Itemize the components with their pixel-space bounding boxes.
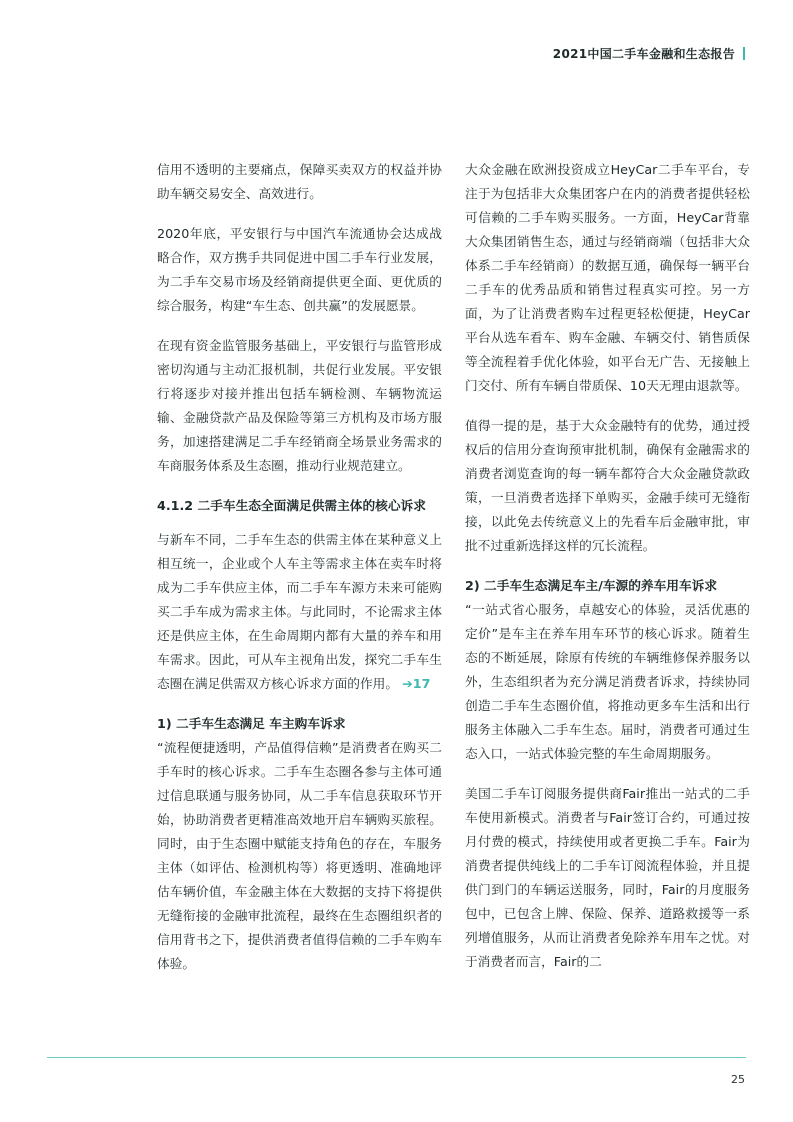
footer-divider [47, 1057, 746, 1058]
paragraph: 信用不透明的主要痛点，保障买卖双方的权益并协助车辆交易安全、高效进行。 [157, 162, 442, 201]
header-accent-bar [743, 47, 745, 60]
section-heading: 4.1.2 二手车生态全面满足供需主体的核心诉求 [157, 498, 426, 513]
paragraph: 2020年底，平安银行与中国汽车流通协会达成战略合作，双方携手共同促进中国二手车行业发展，为二手车交易市场及经销商提供更全面、更优质的综合服务，构建“车生态、创共赢”的发展愿景。 [157, 226, 442, 313]
paragraph: 美国二手车订阅服务提供商Fair推出一站式的二手车使用新模式。消费者与Fair签订合约，可通过按月付费的模式，持续使用或者更换二手车。Fair为消费者提供纯线上的二手车订阅流程体验，并且提供门到门的车辆运送服务，同时，Fair的月度服务包中，已包含上牌、保险、保养、道路救援等一系列增值服务，从而让消费者免除养车用车之忧。对于消费者而言，Fair的二 [465, 786, 750, 969]
paragraph: 值得一提的是，基于大众金融特有的优势，通过授权后的信用分查询预审批机制，确保有金融需求的消费者浏览查询的每一辆车都符合大众金融贷款政策，一旦消费者选择下单购买，金融手续可无缝衔接，以此免去传统意义上的先看车后金融审批，审批不过重新选择这样的冗长流程。 [465, 418, 750, 553]
paragraph-text: 与新车不同，二手车生态的供需主体在某种意义上相互统一，企业或个人车主等需求主体在卖车时将成为二手车供应主体，而二手车车源方未来可能购买二手车成为需求主体。与此同时，不论需求主体还是供应主体，在生命周期内都有大量的养车和用车需求。因此，可从车主视角出发，探究二手车生态圈在满足供需双方核心诉求方面的作用。 [157, 532, 442, 691]
subsection-heading: 1) 二手车生态满足 车主购车诉求 [157, 716, 346, 731]
report-title: 2021中国二手车金融和生态报告 [552, 47, 735, 61]
paragraph: “一站式省心服务，卓越安心的体验，灵活优惠的定价”是车主在养车用车环节的核心诉求。随着生态的不断延展，除原有传统的车辆维修保养服务以外，生态组织者为充分满足消费者诉求，持续协同创造二手车生态圈价值，将推动更多车生活和出行服务主体融入二手车生态。届时，消费者可通过生态入口，一站式体验完整的车生命周期服务。 [465, 602, 750, 761]
report-header [553, 45, 745, 62]
paragraph: “流程便捷透明，产品值得信赖”是消费者在购买二手车时的核心诉求。二手车生态圈各参与主体可通过信息联通与服务协同，从二手车信息获取环节开始，协助消费者更精准高效地开启车辆购买旅程。同时，由于生态圈中赋能支持角色的存在，车服务主体（如评估、检测机构等）将更透明、准确地评估车辆价值，车金融主体在大数据的支持下将提供无缝衔接的金融审批流程，最终在生态圈组织者的信用背书之下，提供消费者值得信赖的二手车购车体验。 [157, 740, 442, 971]
page-number: 25 [731, 1073, 745, 1086]
paragraph: 大众金融在欧洲投资成立HeyCar二手车平台，专注于为包括非大众集团客户在内的消费者提供轻松可信赖的二手车购买服务。一方面，HeyCar背靠大众集团销售生态，通过与经销商端（包括非大众体系二手车经销商）的数据互通，确保每一辆平台二手车的优秀品质和销售过程真实可控。另一方面，为了让消费者购车过程更轻松便捷，HeyCar平台从选车看车、购车金融、车辆交付、销售质保等全流程着手优化体验，如平台无广告、无接触上门交付、所有车辆自带质保、10天无理由退款等。 [465, 162, 750, 393]
reference-link[interactable]: ➔17 [402, 676, 431, 691]
left-column [157, 158, 442, 992]
paragraph [157, 528, 442, 696]
right-column [465, 158, 750, 990]
subsection-heading: 2) 二手车生态满足车主/车源的养车用车诉求 [465, 578, 718, 593]
paragraph: 在现有资金监管服务基础上，平安银行与监管形成密切沟通与主动汇报机制，共促行业发展。平安银行将逐步对接并推出包括车辆检测、车辆物流运输、金融贷款产品及保险等第三方机构及市场方服务，加速搭建满足二手车经销商全场景业务需求的车商服务体系及生态圈，推动行业规范建立。 [157, 338, 442, 473]
